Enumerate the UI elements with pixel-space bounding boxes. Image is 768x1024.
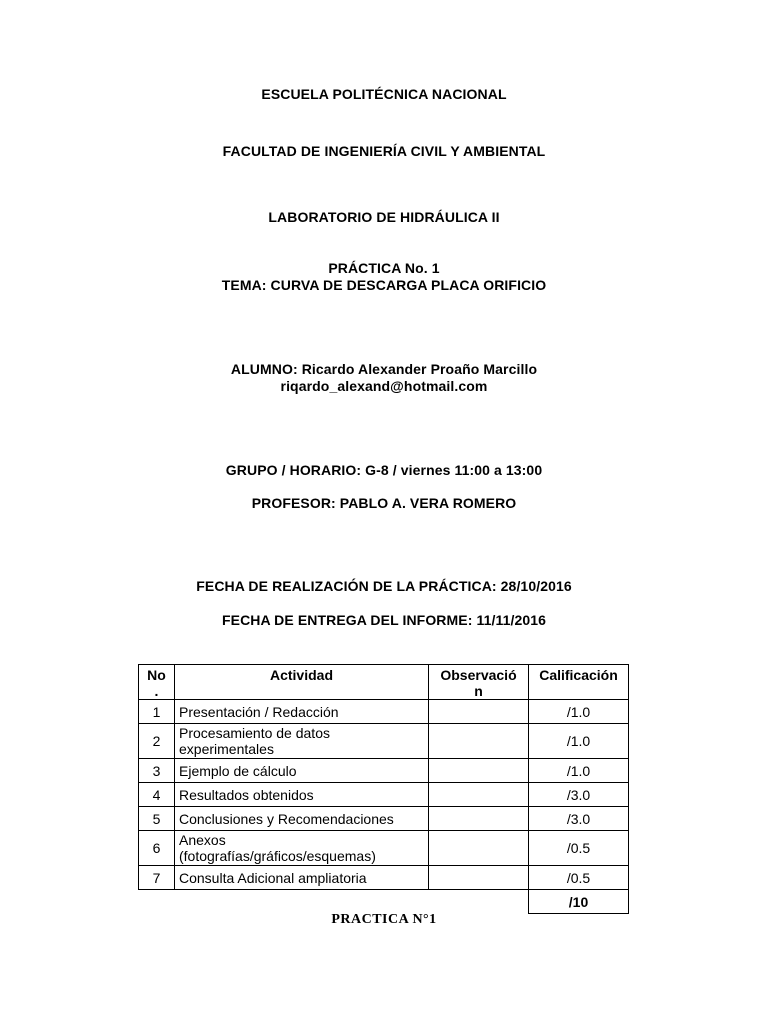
table-row <box>139 783 629 807</box>
student-email: riqardo_alexand@hotmail.com <box>280 378 488 394</box>
row-grade: /0.5 <box>529 831 629 866</box>
header-observation: Observació n <box>429 665 529 700</box>
row-number: 2 <box>139 724 175 759</box>
row-grade: /3.0 <box>529 807 629 831</box>
table-row <box>139 807 629 831</box>
student-name: ALUMNO: Ricardo Alexander Proaño Marcillo <box>230 361 538 377</box>
row-activity: Consulta Adicional ampliatoria <box>175 866 429 890</box>
row-grade: /1.0 <box>529 724 629 759</box>
school-name: ESCUELA POLITÉCNICA NACIONAL <box>261 86 507 102</box>
header-no: No . <box>139 665 175 700</box>
header-grade: Calificación <box>529 665 629 700</box>
row-observation[interactable] <box>429 807 529 831</box>
row-activity: Anexos (fotografías/gráficos/esquemas) <box>175 831 429 866</box>
row-number: 3 <box>139 759 175 783</box>
row-number: 7 <box>139 866 175 890</box>
row-activity: Resultados obtenidos <box>175 783 429 807</box>
total-grade: /10 <box>529 890 629 914</box>
row-grade: /1.0 <box>529 700 629 724</box>
date-done: FECHA DE REALIZACIÓN DE LA PRÁCTICA: 28/10/2016 <box>196 578 572 594</box>
row-number: 6 <box>139 831 175 866</box>
row-observation[interactable] <box>429 759 529 783</box>
total-row <box>139 890 629 914</box>
table-row <box>139 866 629 890</box>
faculty-name: FACULTAD DE INGENIERÍA CIVIL Y AMBIENTAL <box>222 143 546 159</box>
lab-name: LABORATORIO DE HIDRÁULICA II <box>268 209 500 225</box>
table-header-row <box>139 665 629 700</box>
row-grade: /3.0 <box>529 783 629 807</box>
practice-topic: TEMA: CURVA DE DESCARGA PLACA ORIFICIO <box>221 277 547 293</box>
table-row <box>139 831 629 866</box>
practice-number: PRÁCTICA No. 1 <box>328 260 440 276</box>
row-observation[interactable] <box>429 724 529 759</box>
row-activity: Procesamiento de datos experimentales <box>175 724 429 759</box>
row-grade: /0.5 <box>529 866 629 890</box>
row-observation[interactable] <box>429 783 529 807</box>
professor-name: PROFESOR: PABLO A. VERA ROMERO <box>251 495 517 511</box>
row-number: 4 <box>139 783 175 807</box>
grades-table <box>138 664 629 914</box>
date-due: FECHA DE ENTREGA DEL INFORME: 11/11/2016 <box>221 612 546 628</box>
header-activity: Actividad <box>175 665 429 700</box>
row-grade: /1.0 <box>529 759 629 783</box>
table-row <box>139 759 629 783</box>
row-activity: Ejemplo de cálculo <box>175 759 429 783</box>
row-activity: Conclusiones y Recomendaciones <box>175 807 429 831</box>
row-observation[interactable] <box>429 831 529 866</box>
row-number: 5 <box>139 807 175 831</box>
row-number: 1 <box>139 700 175 724</box>
row-activity: Presentación / Redacción <box>175 700 429 724</box>
row-observation[interactable] <box>429 866 529 890</box>
table-row <box>139 700 629 724</box>
footer-practice-label: PRACTICA N°1 <box>331 912 437 927</box>
group-schedule: GRUPO / HORARIO: G-8 / viernes 11:00 a 13:00 <box>225 462 543 478</box>
table-row <box>139 724 629 759</box>
row-observation[interactable] <box>429 700 529 724</box>
